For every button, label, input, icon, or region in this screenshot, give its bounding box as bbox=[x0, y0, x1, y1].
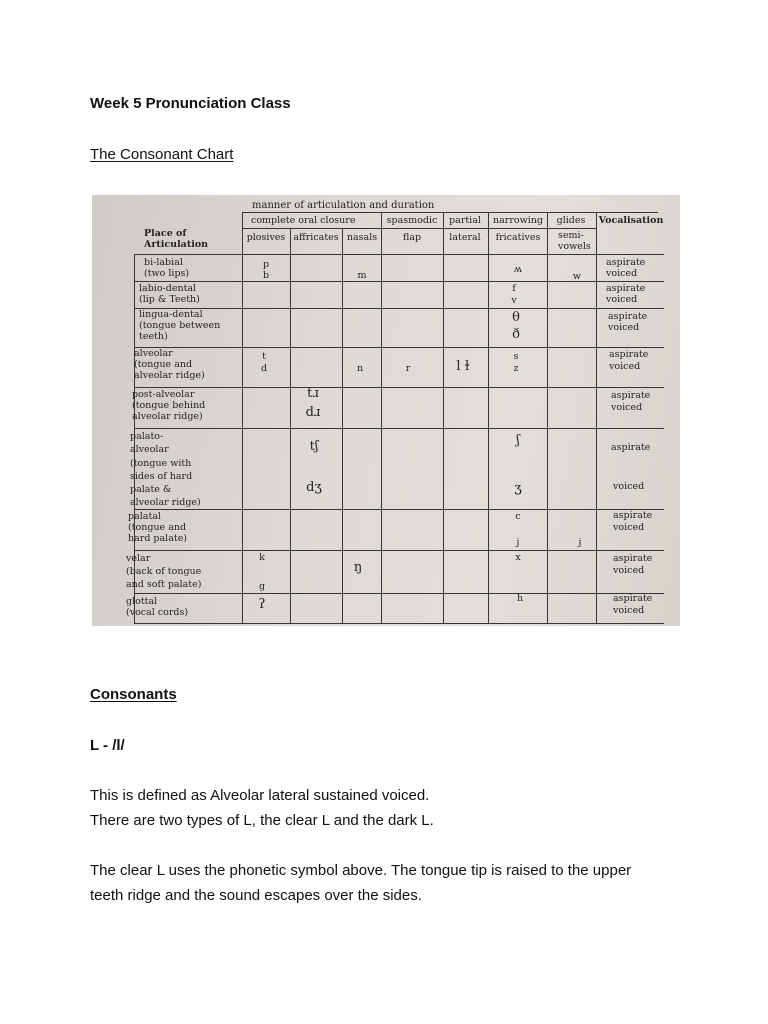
symbol-eth: ð bbox=[512, 327, 520, 342]
place-palatoalveolar: palato- alveolar (tongue with sides of hard palate & alveolar ridge) bbox=[130, 431, 201, 509]
subheader-nasals: nasals bbox=[346, 232, 378, 243]
place-alveolar: alveolar (tongue and alveolar ridge) bbox=[134, 348, 205, 381]
chart-title: manner of articulation and duration bbox=[252, 200, 435, 211]
symbol-v: v bbox=[511, 295, 517, 306]
symbol-l-lateral: l ɫ bbox=[456, 359, 470, 374]
symbol-b: b bbox=[262, 270, 270, 281]
symbol-r: r bbox=[405, 363, 411, 374]
place-bilabial: bi-labial (two lips) bbox=[144, 257, 190, 279]
voc-palatoalveolar-aspirate: aspirate bbox=[611, 442, 651, 453]
header-complete-oral-closure: complete oral closure bbox=[251, 215, 356, 226]
voc-bilabial-voiced: voiced bbox=[606, 268, 638, 279]
voc-postalveolar-aspirate: aspirate bbox=[611, 390, 651, 401]
header-partial: partial bbox=[449, 215, 481, 226]
voc-alveolar-aspirate: aspirate bbox=[609, 349, 649, 360]
voc-velar-aspirate: aspirate bbox=[613, 553, 653, 564]
voc-linguadental-aspirate: aspirate bbox=[608, 311, 648, 322]
paragraph-1-line-1: This is defined as Alveolar lateral sustained voiced. bbox=[90, 787, 430, 804]
place-labiodental: labio-dental (lip & Teeth) bbox=[139, 283, 200, 305]
voc-palatoalveolar-voiced: voiced bbox=[613, 481, 645, 492]
voc-labiodental-voiced: voiced bbox=[606, 294, 638, 305]
voc-velar-voiced: voiced bbox=[613, 565, 645, 576]
subheader-semivowels: semi- vowels bbox=[558, 230, 591, 252]
symbol-wh: ʍ bbox=[513, 264, 523, 275]
symbol-dzh: dʒ bbox=[306, 480, 322, 495]
symbol-p: p bbox=[262, 259, 270, 270]
voc-bilabial-aspirate: aspirate bbox=[606, 257, 646, 268]
place-velar: velar (back of tongue and soft palate) bbox=[126, 553, 202, 590]
voc-labiodental-aspirate: aspirate bbox=[606, 283, 646, 294]
symbol-ezh: ʒ bbox=[514, 481, 522, 496]
symbol-t: t bbox=[262, 351, 266, 362]
voc-glottal-voiced: voiced bbox=[613, 605, 645, 616]
voc-palatal-aspirate: aspirate bbox=[613, 510, 653, 521]
voc-palatal-voiced: voiced bbox=[613, 522, 645, 533]
symbol-j-fricative: j bbox=[516, 537, 520, 548]
place-glottal: glottal (vocal cords) bbox=[126, 596, 189, 618]
header-narrowing: narrowing bbox=[493, 215, 543, 226]
symbol-x: x bbox=[515, 552, 521, 563]
paragraph-1-line-2: There are two types of L, the clear L and the dark L. bbox=[90, 812, 434, 829]
paragraph-2-line-2: teeth ridge and the sound escapes over the sides. bbox=[90, 887, 422, 904]
symbol-tsh: tʃ bbox=[309, 439, 319, 454]
symbol-z: z bbox=[513, 363, 519, 374]
subheader-flap: flap bbox=[402, 232, 422, 243]
place-palatal: palatal (tongue and hard palate) bbox=[128, 511, 188, 544]
symbol-theta: θ bbox=[512, 310, 520, 325]
voc-glottal-aspirate: aspirate bbox=[613, 593, 653, 604]
symbol-j-glide: j bbox=[578, 537, 582, 548]
voc-postalveolar-voiced: voiced bbox=[611, 402, 643, 413]
subheader-fricatives: fricatives bbox=[495, 232, 541, 243]
symbol-dr: dɹ bbox=[305, 405, 321, 420]
symbol-s: s bbox=[513, 351, 519, 362]
voc-alveolar-voiced: voiced bbox=[609, 361, 641, 372]
page-heading: Week 5 Pronunciation Class bbox=[90, 95, 291, 112]
symbol-w: w bbox=[572, 271, 582, 282]
symbol-n: n bbox=[356, 363, 364, 374]
symbol-k: k bbox=[259, 552, 265, 563]
symbol-d: d bbox=[260, 363, 268, 374]
header-glides: glides bbox=[556, 215, 586, 226]
l-heading: L - /l/ bbox=[90, 737, 125, 754]
subheader-plosives: plosives bbox=[246, 232, 286, 243]
symbol-eng: ŋ bbox=[353, 560, 363, 575]
paragraph-2-line-1: The clear L uses the phonetic symbol above. The tongue tip is raised to the upper bbox=[90, 862, 632, 879]
symbol-m: m bbox=[357, 270, 367, 281]
header-spasmodic: spasmodic bbox=[386, 215, 438, 226]
subheader-affricates: affricates bbox=[293, 232, 339, 243]
symbol-h: h bbox=[516, 593, 524, 604]
chart-heading: The Consonant Chart bbox=[90, 146, 234, 163]
symbol-f: f bbox=[512, 283, 516, 294]
place-linguadental: lingua-dental (tongue between teeth) bbox=[139, 309, 221, 342]
subheader-lateral: lateral bbox=[449, 232, 481, 243]
symbol-glottal-stop: ʔ bbox=[258, 597, 266, 612]
symbol-c: c bbox=[515, 511, 521, 522]
voc-linguadental-voiced: voiced bbox=[608, 322, 640, 333]
header-place-of-articulation: Place of Articulation bbox=[144, 228, 209, 250]
header-vocalisation: Vocalisation bbox=[598, 215, 664, 226]
symbol-esh: ʃ bbox=[516, 433, 520, 448]
consonant-chart-photo bbox=[92, 195, 680, 626]
symbol-tr: tɹ bbox=[307, 386, 319, 401]
symbol-g: g bbox=[258, 581, 266, 592]
place-postalveolar: post-alveolar (tongue behind alveolar ridge) bbox=[132, 389, 206, 422]
consonants-heading: Consonants bbox=[90, 686, 177, 703]
